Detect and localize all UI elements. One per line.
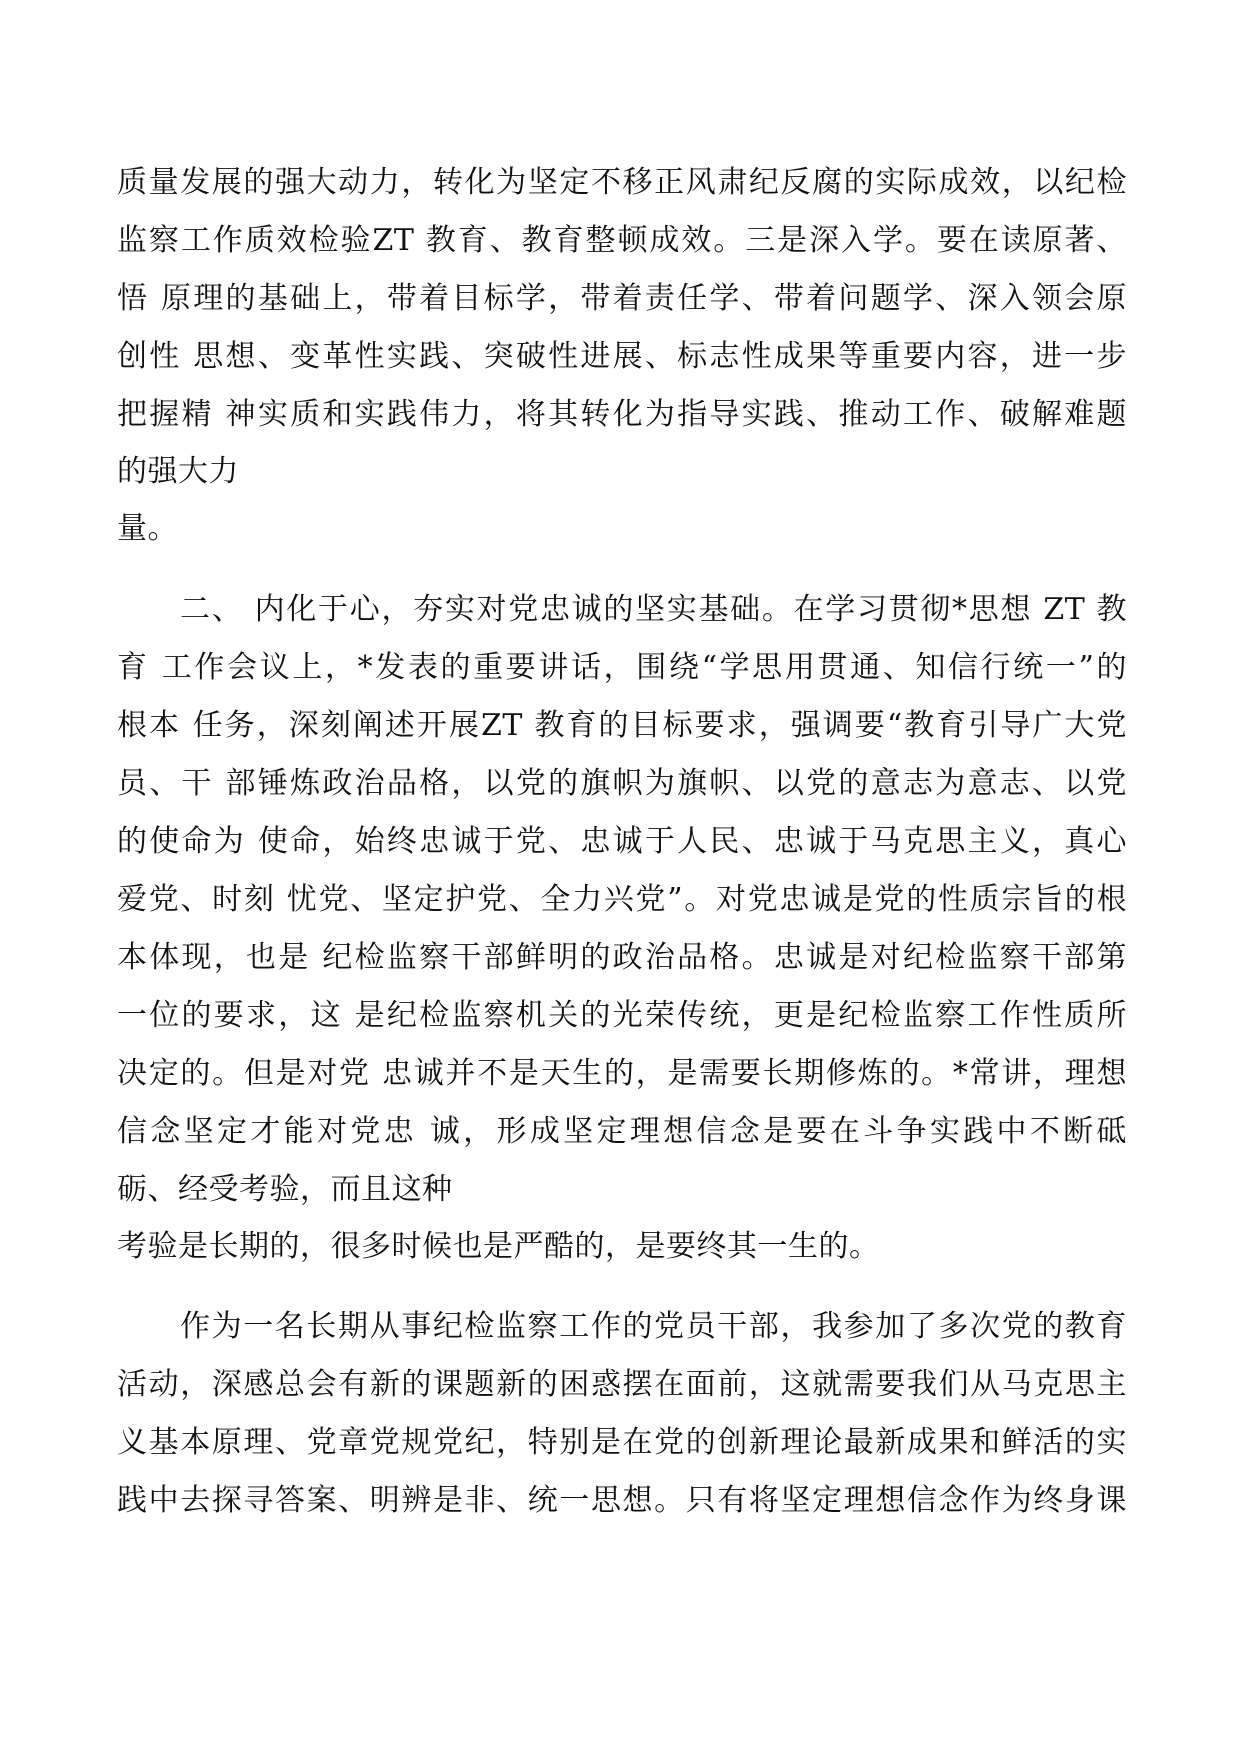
text-line: 员、干 部锤炼政治品格，以党的旗帜为旗帜、以党的意志为意志、以党	[117, 766, 1127, 801]
text-line: 一位的要求，这 是纪检监察机关的光荣传统，更是纪检监察工作性质所	[117, 998, 1127, 1033]
text-line: 的强大力	[117, 454, 239, 489]
section-heading-line: 二、 内化于心，夯实对党忠诚的坚实基础。在学习贯彻*思想 ZT 教	[180, 592, 1127, 627]
text-line: 量。	[117, 511, 178, 546]
text-line: 践中去探寻答案、明辨是非、统一思想。只有将坚定理想信念作为终身课	[117, 1483, 1127, 1518]
text-line: 考验是长期的，很多时候也是严酷的，是要终其一生的。	[117, 1229, 880, 1264]
paragraph-first-line: 作为一名长期从事纪检监察工作的党员干部，我参加了多次党的教育	[180, 1309, 1127, 1344]
text-line: 爱党、时刻 忧党、坚定护党、全力兴党”。对党忠诚是党的性质宗旨的根	[117, 882, 1127, 917]
text-line: 育 工作会议上，*发表的重要讲话，围绕“学思用贯通、知信行统一”的	[117, 650, 1127, 685]
text-line: 本体现，也是 纪检监察干部鲜明的政治品格。忠诚是对纪检监察干部第	[117, 940, 1127, 975]
text-line: 义基本原理、党章党规党纪，特别是在党的创新理论最新成果和鲜活的实	[117, 1425, 1127, 1460]
text-line: 质量发展的强大动力，转化为坚定不移正风肃纪反腐的实际成效，以纪检	[117, 165, 1127, 200]
text-line: 悟 原理的基础上，带着目标学，带着责任学、带着问题学、深入领会原	[117, 281, 1127, 316]
text-line: 创性 思想、变革性实践、突破性进展、标志性成果等重要内容，进一步	[117, 339, 1127, 374]
text-line: 把握精 神实质和实践伟力，将其转化为指导实践、推动工作、破解难题	[117, 397, 1127, 432]
text-line: 的使命为 使命，始终忠诚于党、忠诚于人民、忠诚于马克思主义，真心	[117, 824, 1127, 859]
text-line: 信念坚定才能对党忠 诚，形成坚定理想信念是要在斗争实践中不断砥	[117, 1114, 1127, 1149]
text-line: 根本 任务，深刻阐述开展ZT 教育的目标要求，强调要“教育引导广大党	[117, 708, 1127, 743]
text-line: 活动，深感总会有新的课题新的困惑摆在面前，这就需要我们从马克思主	[117, 1367, 1127, 1402]
text-line: 监察工作质效检验ZT 教育、教育整顿成效。三是深入学。要在读原著、	[117, 223, 1127, 258]
text-line: 决定的。但是对党 忠诚并不是天生的，是需要长期修炼的。*常讲，理想	[117, 1056, 1127, 1091]
text-line: 砺、经受考验，而且这种	[117, 1172, 453, 1207]
